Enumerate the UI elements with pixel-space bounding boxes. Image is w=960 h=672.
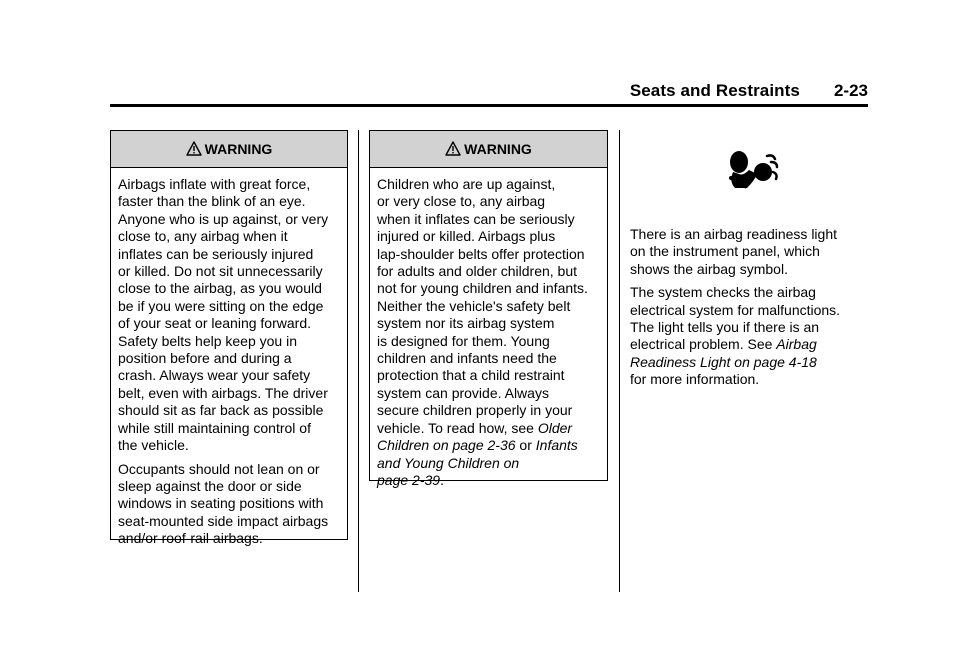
warning-body — [370, 168, 607, 497]
page-header — [110, 80, 868, 102]
right-column-text — [630, 226, 870, 395]
system-check-text: The system checks the airbag electrical system for malfunctions. The light tells you if there is an electrical problem. See — [630, 284, 841, 353]
system-check-tail: for more information. — [630, 371, 760, 388]
warning-box-children — [369, 130, 608, 488]
warning-triangle-icon — [445, 141, 461, 156]
joiner-text: or — [515, 437, 536, 454]
paragraph-system-check — [630, 284, 870, 388]
warning-paragraph-2: Occupants should not lean on or sleep against the door or side windows in seating positions with seat-mounted side impact airbags and/or roof-rail airbags. — [118, 460, 329, 547]
end-punct: . — [440, 471, 444, 488]
warning-heading-text: WARNING — [204, 141, 273, 157]
cross-reference-older-children[interactable]: Older Children on page 2-36 — [377, 419, 573, 454]
section-title: Seats and Restraints — [629, 81, 800, 100]
column-divider-right — [619, 130, 620, 592]
warning-paragraph-1: Airbags inflate with great force, faster than the blink of an eye. Anyone who is up against, or very close to, any airbag when it inflates can be seriously injured or killed. Do not sit unnecessarily close to the airbag, as you would be if you were sitting on the edge of your seat or leaning forward. Safety belts help keep you in position before and during a crash. Always wear your safety belt, even with airbags. The driver should sit as far back as possible while still maintaining control of the vehicle. — [118, 176, 329, 454]
warning-heading-text: WARNING — [464, 141, 532, 157]
cross-reference-infants[interactable]: Infants and Young Children on page 2-39 — [377, 437, 578, 488]
airbag-readiness-icon — [727, 150, 779, 192]
warning-text: Children who are up against, or very close to, any airbag when it inflates can be seriously injured or killed. Airbags plus lap-shoulder belts offer protection for adults and older children, but not for young children and infants. Neither the vehicle's safety belt system nor its airbag system is designed for them. Young children and infants need the protection that a child restraint system can provide. Always secure children properly in your vehicle. To read how, see — [377, 176, 588, 436]
header-rule — [110, 104, 868, 107]
page-number: 2-23 — [833, 81, 868, 100]
warning-paragraph — [377, 176, 600, 489]
cross-reference-airbag-readiness-light[interactable]: Airbag Readiness Light on page 4-18 — [630, 336, 817, 370]
warning-triangle-icon — [186, 141, 202, 156]
warning-box-airbag-force — [110, 130, 348, 547]
column-divider-left — [358, 130, 359, 592]
warning-heading — [370, 131, 607, 168]
paragraph-readiness-light: There is an airbag readiness light on the instrument panel, which shows the airbag symbol. — [630, 226, 838, 277]
warning-body — [111, 168, 347, 556]
warning-heading — [111, 131, 347, 168]
